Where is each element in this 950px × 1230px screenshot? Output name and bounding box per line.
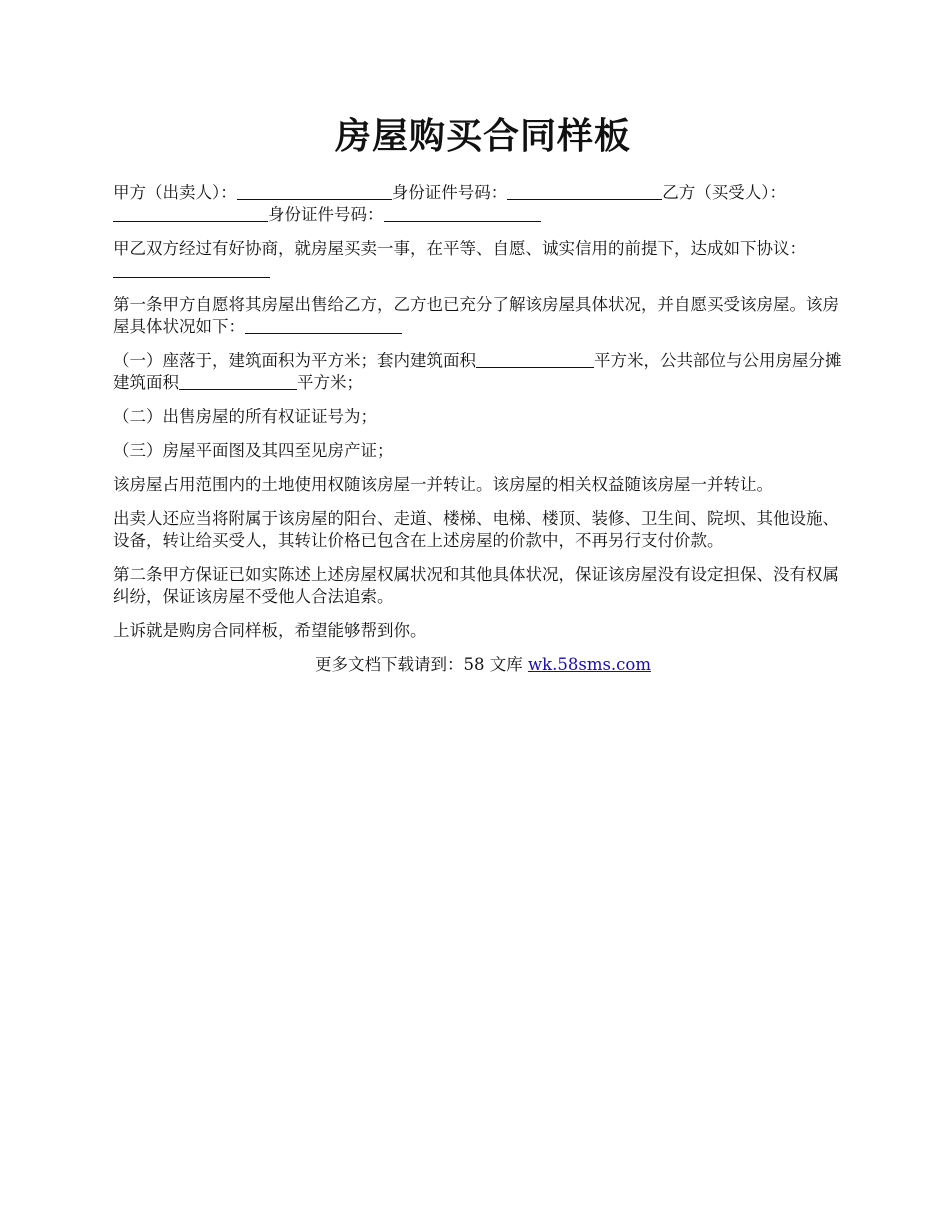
intro-text: 甲乙双方经过有好协商，就房屋买卖一事，在平等、自愿、诚实信用的前提下，达成如下协议： [113,239,806,258]
seller-label: 甲方（出卖人）： [113,183,237,202]
item1-part1: （一）座落于，建筑面积为平方米；套内建筑面积 [113,351,476,370]
item1-part3: 平方米； [297,373,363,392]
item3-paragraph: （三）房屋平面图及其四至见房产证； [113,441,394,460]
land-use-paragraph: 该房屋占用范围内的土地使用权随该房屋一并转让。该房屋的相关权益随该房屋一并转让。 [113,475,773,494]
seller-id-blank [507,183,662,200]
intro-blank [113,261,270,278]
inner-area-blank [476,351,594,368]
article2-paragraph: 第二条甲方保证已如实陈述上述房屋权属状况和其他具体状况，保证该房屋没有设定担保、没有权属纠纷，保证该房屋不受他人合法追索。 [113,565,839,606]
footer [113,654,853,676]
parties-paragraph [113,182,853,226]
seller-name-blank [237,183,392,200]
item1-part2: 平方米，公共部位与公用房屋分摊建筑面积 [113,351,842,392]
item1-paragraph [113,350,853,394]
closing-paragraph: 上诉就是购房合同样板，希望能够帮到你。 [113,621,427,640]
item2-paragraph: （二）出售房屋的所有权证证号为； [113,407,377,426]
footer-prefix: 更多文档下载请到：58 文库 [314,655,528,674]
buyer-name-blank [113,205,268,222]
shared-area-blank [179,373,297,390]
buyer-id-label: 身份证件号码： [268,205,384,224]
intro-paragraph [113,238,853,282]
buyer-label: 乙方（买受人）： [662,183,786,202]
article1-blank [245,317,402,334]
attachments-paragraph: 出卖人还应当将附属于该房屋的阳台、走道、楼梯、电梯、楼顶、装修、卫生间、院坝、其他设施、设备，转让给买受人，其转让价格已包含在上述房屋的价款中，不再另行支付价款。 [113,509,839,550]
buyer-id-blank [384,205,541,222]
document-title: 房屋购买合同样板 [334,115,631,157]
article1-text: 第一条甲方自愿将其房屋出售给乙方，乙方也已充分了解该房屋具体状况，并自愿买受该房屋。该房屋具体状况如下： [113,295,839,336]
article1-paragraph [113,294,853,338]
document-page [113,112,853,676]
footer-link[interactable]: wk.58sms.com [527,655,651,674]
seller-id-label: 身份证件号码： [391,183,508,202]
